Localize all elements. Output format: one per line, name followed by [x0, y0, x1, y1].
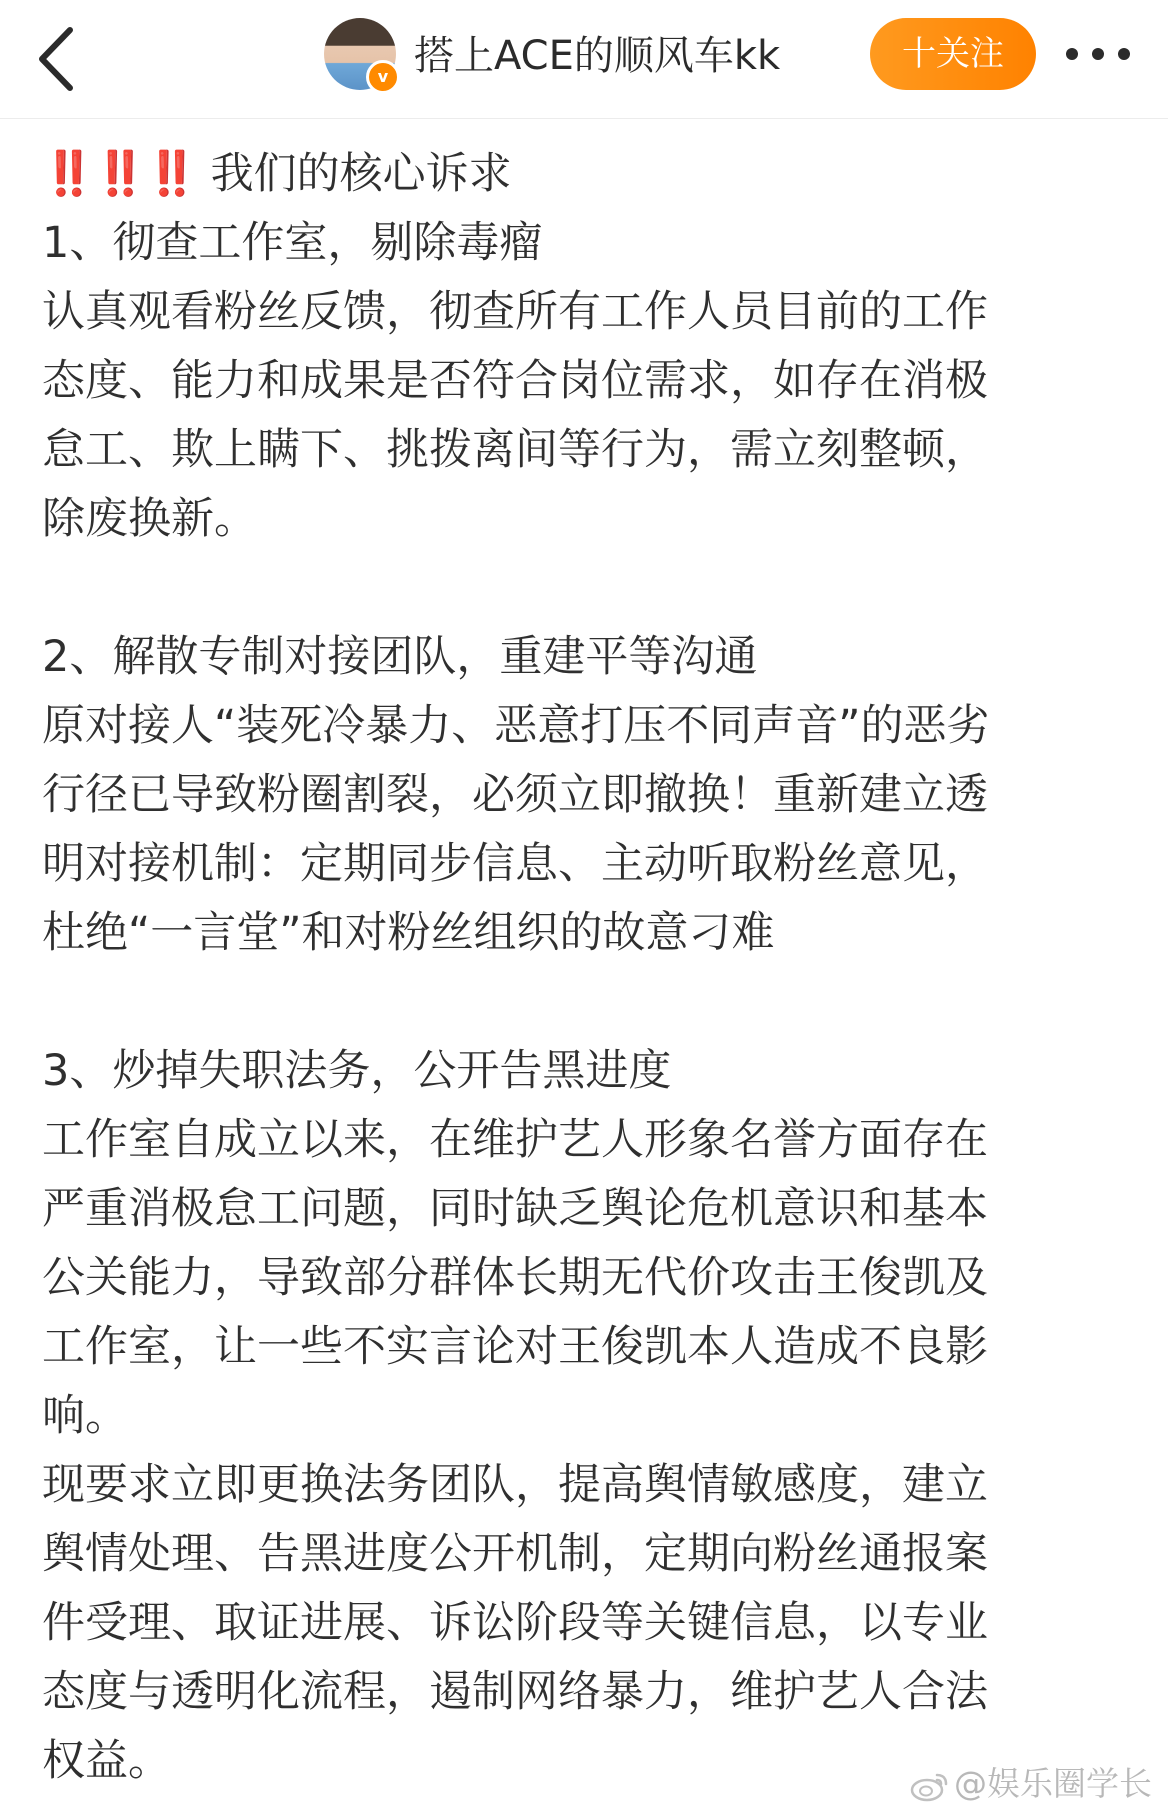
verified-badge-icon: v	[366, 60, 400, 94]
double-exclamation-emoji: ‼️‼️‼️	[42, 149, 197, 199]
chevron-left-icon	[30, 22, 90, 96]
follow-button[interactable]: 十关注	[870, 18, 1036, 90]
section-1-title: 1、彻查工作室，剔除毒瘤	[42, 218, 543, 268]
watermark	[910, 1760, 1152, 1808]
watermark-text: @娱乐圈学长	[954, 1764, 1152, 1803]
post-text-line: 除废换新。	[42, 494, 257, 544]
post-text-line: 工作室自成立以来，在维护艺人形象名誉方面存在	[42, 1115, 988, 1165]
more-dots-icon	[1060, 28, 1136, 80]
post-text-line: 件受理、取证进展、诉讼阶段等关键信息，以专业	[42, 1598, 988, 1648]
avatar[interactable]	[324, 18, 396, 90]
post-text-line: 工作室，让一些不实言论对王俊凯本人造成不良影	[42, 1322, 988, 1372]
post-text-line: 权益。	[42, 1736, 171, 1786]
post-text-line: 严重消极怠工问题，同时缺乏舆论危机意识和基本	[42, 1184, 988, 1234]
post-text-line: 杜绝“一言堂”和对粉丝组织的故意刁难	[42, 908, 775, 958]
post-text-line: 现要求立即更换法务团队，提高舆情敏感度，建立	[42, 1460, 988, 1510]
post-heading-text: 我们的核心诉求	[210, 149, 512, 199]
weibo-logo-icon	[910, 1769, 950, 1803]
post-text-line: 认真观看粉丝反馈，彻查所有工作人员目前的工作	[42, 287, 988, 337]
post-content	[42, 140, 1142, 1796]
post-text-line: 公关能力，导致部分群体长期无代价攻击王俊凯及	[42, 1253, 988, 1303]
post-text-line: 态度与透明化流程，遏制网络暴力，维护艺人合法	[42, 1667, 988, 1717]
post-text-line: 响。	[42, 1391, 128, 1441]
paragraph-gap	[42, 968, 1142, 1037]
back-button[interactable]	[30, 22, 90, 96]
section-3-title: 3、炒掉失职法务，公开告黑进度	[42, 1046, 672, 1096]
post-heading	[42, 140, 1142, 209]
more-options-button[interactable]	[1060, 28, 1136, 80]
post-text-line: 原对接人“装死冷暴力、恶意打压不同声音”的恶劣	[42, 701, 990, 751]
post-text-line: 态度、能力和成果是否符合岗位需求，如存在消极	[42, 356, 988, 406]
paragraph-gap	[42, 554, 1142, 623]
username[interactable]: 搭上ACE的顺风车kk	[414, 33, 781, 79]
post-text-line: 怠工、欺上瞒下、挑拨离间等行为，需立刻整顿，	[42, 425, 988, 475]
post-text-line: 舆情处理、告黑进度公开机制，定期向粉丝通报案	[42, 1529, 988, 1579]
top-nav-bar	[0, 0, 1168, 119]
section-2-title: 2、解散专制对接团队，重建平等沟通	[42, 632, 758, 682]
post-text-line: 明对接机制：定期同步信息、主动听取粉丝意见，	[42, 839, 988, 889]
post-text-line: 行径已导致粉圈割裂，必须立即撤换！重新建立透	[42, 770, 988, 820]
